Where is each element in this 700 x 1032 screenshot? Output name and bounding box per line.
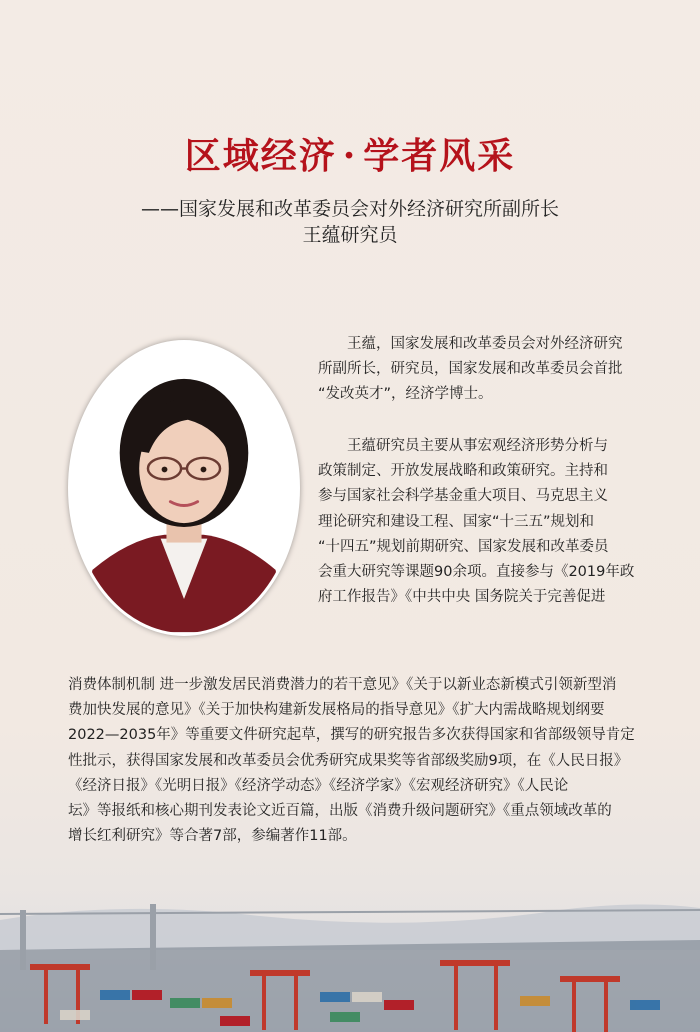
bio-paragraph-3	[68, 673, 634, 849]
bio-line: 消费体制机制 进一步激发居民消费潜力的若干意见》《关于以新业态新模式引领新型消	[68, 677, 617, 693]
bio-line: 性批示，获得国家发展和改革委员会优秀研究成果奖等省部级奖励9项，在《人民日报》	[68, 752, 629, 769]
bio-line: 费加快发展的意见》《关于加快构建新发展格局的指导意见》《扩大内需战略规划纲要	[68, 702, 605, 719]
title-dot: ·	[342, 135, 358, 177]
portrait-photo	[68, 340, 300, 636]
bio-line: 府工作报告》《中共中央 国务院关于完善促进	[318, 589, 606, 606]
bio-line: 会重大研究等课题90余项。直接参与《2019年政	[318, 564, 635, 581]
bio-line: 参与国家社会科学基金重大项目、马克思主义	[318, 488, 608, 505]
bio-line: 增长红利研究》等合著7部，参编著作11部。	[68, 828, 357, 845]
title-part1: 区域经济	[184, 135, 337, 177]
bio-line: “十四五”规划前期研究、国家发展和改革委员	[318, 538, 609, 555]
subtitle-line1: ——国家发展和改革委员会对外经济研究所副所长	[140, 198, 559, 220]
person-illustration	[71, 343, 297, 633]
bio-line: 《经济日报》《光明日报》《经济学动态》《经济学家》《宏观经济研究》《人民论	[68, 777, 569, 794]
subtitle-line2: 王蕴研究员	[302, 224, 398, 246]
bio-line: “发改英才”，经济学博士。	[318, 386, 493, 403]
bio-line: 王蕴研究员主要从事宏观经济形势分析与	[318, 438, 608, 454]
bio-line: 所副所长，研究员，国家发展和改革委员会首批	[318, 361, 623, 378]
bio-paragraph-2	[318, 434, 634, 610]
title-part2: 学者风采	[363, 135, 516, 177]
page-subtitle	[0, 196, 700, 248]
bio-line: 理论研究和建设工程、国家“十三五”规划和	[318, 513, 595, 530]
bio-line: 2022—2035年》等重要文件研究起草，撰写的研究报告多次获得国家和省部级领导肯定	[68, 727, 635, 744]
bio-line: 王蕴，国家发展和改革委员会对外经济研究	[318, 336, 623, 352]
port-background-image	[0, 880, 700, 1032]
page-title	[0, 128, 700, 179]
bio-line: 坛》等报纸和核心期刊发表论文近百篇，出版《消费升级问题研究》《重点领域改革的	[68, 803, 612, 820]
bio-paragraph-1	[318, 332, 634, 408]
bio-line: 政策制定、开放发展战略和政策研究。主持和	[318, 463, 608, 480]
